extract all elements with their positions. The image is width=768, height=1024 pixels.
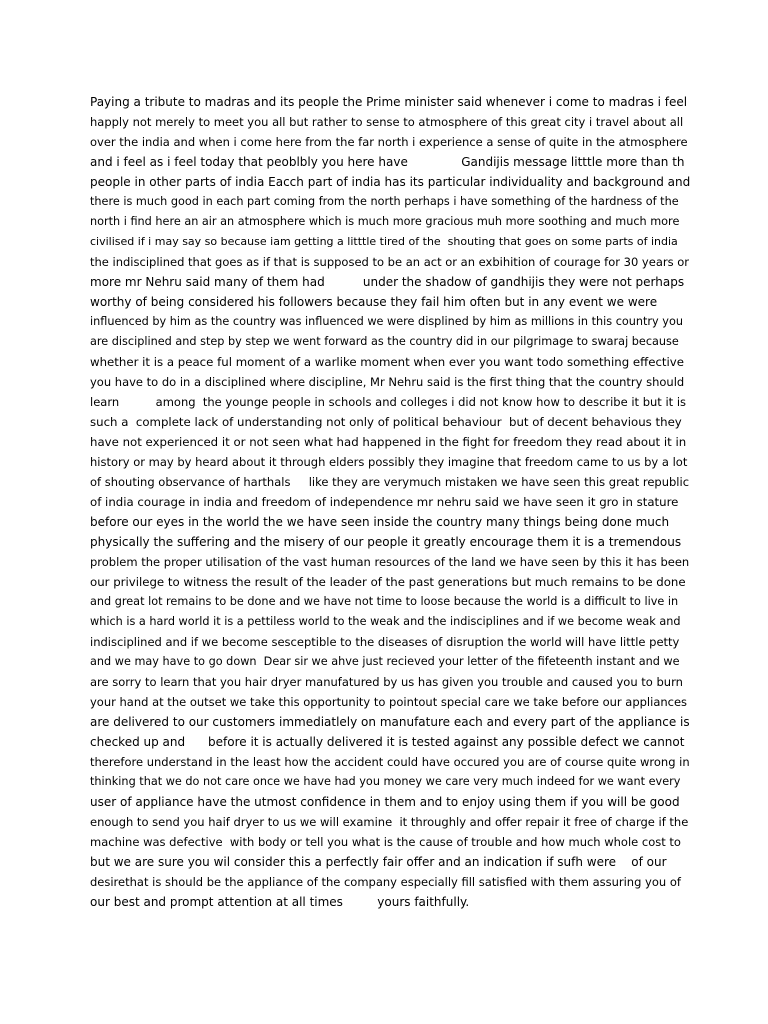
text-line: happly not merely to meet you all but rather to sense to atmosphere of this great city i travel about all: [90, 115, 684, 129]
text-line: our privilege to witness the result of the leader of the past generations but much remains to be done: [90, 575, 686, 589]
text-line: Paying a tribute to madras and its people the Prime minister said whenever i come to madras i feel: [90, 95, 688, 109]
document-body-text: [90, 92, 690, 912]
text-line: and i feel as i feel today that peoblbly you here have Gandijis message litttle more than th: [90, 155, 685, 169]
text-line: desirethat is should be the appliance of the company especially fill satisfied with them assuring you of: [90, 875, 681, 889]
text-line: but we are sure you wil consider this a perfectly fair offer and an indication if sufh were of our: [90, 855, 667, 869]
text-line: learn among the younge people in schools and colleges i did not know how to describe it but it is: [90, 395, 687, 409]
text-line: history or may by heard about it through elders possibly they imagine that freedom came to us by a lot: [90, 455, 688, 469]
text-line: over the india and when i come here from the far north i experience a sense of quite in the atmosphere: [90, 135, 688, 149]
text-line: and we may have to go down Dear sir we ahve just recieved your letter of the fifeteenth instant and we: [90, 655, 680, 668]
text-line: of india courage in india and freedom of independence mr nehru said we have seen it gro in stature: [90, 495, 679, 509]
text-line: have not experienced it or not seen what had happened in the fight for freedom they read about it in: [90, 435, 687, 449]
text-line: are delivered to our customers immediatlely on manufature each and every part of the appliance is: [90, 715, 690, 729]
text-line: machine was defective with body or tell you what is the cause of trouble and how much whole cost to: [90, 835, 681, 849]
text-line: problem the proper utilisation of the vast human resources of the land we have seen by this it has been: [90, 555, 690, 569]
text-line: our best and prompt attention at all times yours faithfully.: [90, 895, 470, 909]
text-line: physically the suffering and the misery of our people it greatly encourage them it is a tremendous: [90, 535, 682, 549]
text-line: indisciplined and if we become sesceptible to the diseases of disruption the world will have little petty: [90, 635, 680, 649]
text-line: and great lot remains to be done and we have not time to loose because the world is a difficult to live in: [90, 595, 679, 608]
text-line: are sorry to learn that you hair dryer manufatured by us has given you trouble and caused you to burn: [90, 675, 683, 689]
text-line: the indisciplined that goes as if that is supposed to be an act or an exbihition of courage for 30 years or: [90, 255, 689, 269]
text-line: therefore understand in the least how the accident could have occured you are of course quite wrong in: [90, 755, 690, 769]
text-line: enough to send you haif dryer to us we will examine it throughly and offer repair it free of charge if the: [90, 815, 689, 829]
text-line: people in other parts of india Eacch part of india has its particular individuality and background and: [90, 175, 691, 189]
text-line: north i find here an air an atmosphere which is much more gracious muh more soothing and much more: [90, 215, 680, 228]
text-line: thinking that we do not care once we have had you money we care very much indeed for we want every: [90, 775, 681, 788]
text-line: whether it is a peace ful moment of a warlike moment when ever you want todo something effective: [90, 355, 684, 369]
text-line: user of appliance have the utmost confidence in them and to enjoy using them if you will be good: [90, 795, 680, 809]
text-line: there is much good in each part coming from the north perhaps i have something of the hardness of the: [90, 195, 679, 208]
text-line: more mr Nehru said many of them had under the shadow of gandhijis they were not perhaps: [90, 275, 685, 289]
text-line: before our eyes in the world the we have seen inside the country many things being done much: [90, 515, 670, 529]
text-line: worthy of being considered his followers because they fail him often but in any event we were: [90, 295, 658, 309]
text-line: are disciplined and step by step we went forward as the country did in our pilgrimage to swaraj because: [90, 335, 679, 348]
text-line: civilised if i may say so because iam getting a litttle tired of the shouting that goes on some parts of india: [90, 235, 678, 248]
text-line: your hand at the outset we take this opportunity to pointout special care we take before our appliances: [90, 695, 688, 709]
text-line: checked up and before it is actually delivered it is tested against any possible defect we cannot: [90, 735, 685, 749]
text-line: such a complete lack of understanding not only of political behaviour but of decent behavious they: [90, 415, 682, 429]
text-line: influenced by him as the country was influenced we were displined by him as millions in this country you: [90, 315, 683, 328]
text-line: of shouting observance of harthals like they are verymuch mistaken we have seen this great republic: [90, 475, 690, 489]
text-line: you have to do in a disciplined where discipline, Mr Nehru said is the first thing that the country should: [90, 375, 685, 389]
text-line: which is a hard world it is a pettiless world to the weak and the indisciplines and if we become weak and: [90, 615, 681, 628]
